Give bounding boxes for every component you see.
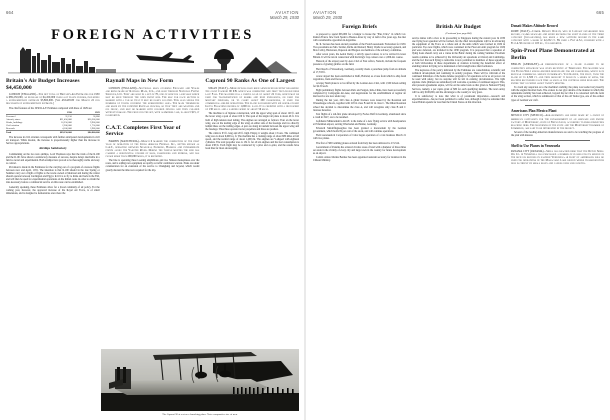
article-paragraph: To avoid any suspicion as to the machine's stability, the plane was loaded very heavily with the engine throttled back. The owners do not give details of the manner in which this remarkable stability has been achieved, beyond the fact that it is concerned with the form of the wing section, which is reminiscent of that of the old Taube type, one of the earliest types of German war craft. [511,86,604,102]
table-cell: Research [6,127,15,131]
brief-item: A proposal to spend $65,000 for a hangar to house the "Plus Ultra," in which Col. Ramon Franco flew from Spain to Buenos Aires by way of Africa five years ago, has met with considerable opposition in Argentina. [313,32,406,42]
right-column-1 [313,24,406,166]
left-column-2 [106,78,200,196]
article-paragraph: The keynotes of the policy indicated by the Estimates are consolidation, scientific and technical development and continuity in orderly progress. There will be criticism of the continued limitation of the home defense program to 52 squadrons as far as air power can be used with safety, but no surprise will be felt in existing circumstances. The light airplane clubs (thirteen are subsidized) will welcome a promise of continued support. This, after present agreements expire, will be on the same basis as that given to National Flying Services, namely, a per capita grant of $80 for each qualifying member. The total outlay will be only $100,000, and the advantage to the country is very great. [412,68,505,94]
brief-item: During the last year, 229 class A glider licenses were issued by the Rossitten and Wasserkuppe schools, together with 218 in class B and 62 in class C. The Rhon Rossitten school has decided to discontinue the class A, and will recognize only class B and C licenses hereafter. [313,99,406,112]
article-subhead-shell-planes-venezuela: Shell to Use Planes in Venezuela [511,144,561,149]
table-row-total [6,131,100,135]
article-headline-british-air-budget: British Air Budget [436,24,481,30]
city-skyline-with-airplane-icon [8,45,297,75]
article-paragraph: Provision is made in the Estimates for the carrying out of a program of overseas flights between now and April, 1931. The intention is that R.100 should in the late Spring or Summer carry out a flight or flights to the towns owned at Montreal and during the winter should operate between Cardington and Egypt. R.101 is to fly to India and back in the Fall, and will then be used for experimental operations on the Indian route in order to obtain the data necessary before a commercial service on this route can be established. [6,166,100,185]
table-cell: 31,150 [65,115,72,119]
brief-item: Eight preliminary flights between Paris and Saigon, Indo-China, have been successfully completed by Compagnie Air-Asie, and negotiations for the establishment of regular air mail service are now under way. [313,89,406,99]
left-column-3 [205,78,299,196]
right-column-2 [412,24,505,166]
table-header-cell: 1929 [72,111,100,115]
brief-item: Hazards of the airport used by Aero Club of East Africa, Nairobi, include the frequent presence of grazing giraffes on the field. [313,60,406,67]
right-page-columns [313,24,604,166]
article-paragraph: Generally speaking, these Estimates allow for a broad continuity of air policy. For the coming year, however, the approved increase of the Royal Air Force, is of small dimensions, and is designed to demonstrate once more the [6,185,100,195]
continued-note: (Continued from page 664) [445,31,472,35]
article-subhead-americans-plan-mexico-plant: Americans Plan Mexico Plant [511,108,557,113]
article-headline-raynall-maps: Raynall Maps in New Form [105,78,174,84]
article-paragraph: Several of the leading American manufacturers are said to be watching the progress of the plan with interest. [511,130,604,137]
article-paragraph: The chief features of the 1930 R.A.F. Estimates compared with those of 1929 are: [9,106,93,110]
table-cell: 3,980,000 [90,127,100,131]
table-cell: 2,200,000 [62,124,72,128]
masthead-publication: AVIATION [313,10,337,15]
left-masthead [270,10,299,21]
article-paragraph: MEXICO CITY (MEXICO)—Arrangements are being made by a group of American capitalists for the establishment of an airplane and engine factory at Monterrey, state of Nuevo Leon, according to press dispatches reaching here. The Governor of the state and the Monterrey Chamber of Commerce, are said to be interested in the project. [511,114,604,130]
article-headline-caproni-90: Caproni 90 Ranks As One of Largest [205,78,295,84]
photo-caption: The Caproni 90 at rest on a launching plane. Note comparative size of men. [162,413,238,416]
table-cell: $20,300,000 [87,118,100,122]
table-cell: Total [6,131,44,135]
article-paragraph: It is satisfactory to note that what is of paramount importance—research and experimentation—has not been permitted to suffer loss, although it may be remarked that Great Britain spends far less than the United States on this direction. [412,94,505,104]
table-cell: 30,800 [93,115,100,119]
right-folio: 665 [596,10,604,15]
table-cell: Aircraft, stores [6,118,21,122]
article-paragraph: service duties with a view to its proceeding to Singapore during the current year. In 1930 one flying boat squadron will be formed, but the chief developments will be in advancing the equipment of the Force as a whole and of the units which were formed in 1929 in particular. Two new flights, which were contained in the Fleet Air Arm program for 1929 and were deferred, are included in the 1930 program. It is proposed that a squadron of flying boats should carry out a cruise in the Baltic during the coming Summer. Excellent results continue to be achieved by the University air squadrons at Oxford and Cambridge, and the fact that such flying is term-time is now permitted to members of these squadrons at both Universities in these departments of aviation is having the beneficial effect of enabling tuition in flying to be maintained at full strength since their formation. [412,37,505,68]
brief-item: Luftdienst Ministerium G.m.b.H. is the name of a new flying service with headquarters at Erfurtshen airport, serving Wiesbaden and Mainz, Germany. [313,119,406,127]
photo-block [101,349,299,416]
article-subhead-airships-satisfactory: Airships Satisfactory [38,146,67,151]
table-cell: Civil aviation [6,124,20,128]
article-paragraph: ROME (ITALY)—Comdr. Renato Donati, who in January established new record, claims seaplane and speed records for light planes of the third category (two-seaters), has made a new altitude record in the same category with a mark of 22,252 ft. He used a Fiat A.S.1, powered with a Fiat A.50 engine of 105 hp., it is reported. [511,29,604,46]
left-folio: 664 [6,10,14,15]
brief-item: A Gipsy Moth plane is to be raffled by the London Aero Club, with 1,500 tickets selling for $2.50 each. [313,81,406,88]
article-paragraph: PANAMA CITY (PANAMA)—Shell has reached here that the Dutch Shell Oil Co. in Venezuela has purchased a number of planes for its service in the rich oil regions in eastern Venezuela. A fleet of amphibians will be used for operations in the Maracaibo Lake region where transportation now is chiefly by small boats and canoes over long routes. [511,149,604,166]
left-page-columns [6,78,299,196]
airplane-icon [136,52,194,63]
brief-item: Comdr. Arturo Merino Benitez has been appointed assistant secretary for Aviation in the Chilean Ministry. [313,155,406,162]
brief-item: Test flights of a tail-first plane developed by Focke-Wulf in Germany, abandoned since a crash in 1927, are to be resumed. [313,112,406,119]
section-divider [525,140,590,141]
table-cell: $21,450,000 [59,118,72,122]
section-divider [525,105,590,106]
right-page [305,0,610,420]
air-estimates-table [6,111,100,134]
brief-item: The first of 300 bombing planes ordered from Italy has been delivered to U.S.S.R. [316,141,400,145]
brief-item: A new airport has been established at Delft, Holland, as a base from which to ship fresh vegetables, fruits and flowers. [313,74,406,81]
table-cell: 9,900,000 [90,121,100,125]
article-paragraph: The machine is of biplane construction, with the upper wing span of about 120 ft. and the lower wing a span of about 100 ft. The span of the single tail plane is about 46 ft. It is built of high tension steel tubing. The engines are arranged as follows: Four on the lower wing, one on the leading edge of the wing on either side of the fuselage and two directly behind these on the trailing edges. A pair are slung in tandem between the upper wing and the fuselage. Thus three operate tractor propellers and three are pushers. [205,112,300,131]
article-paragraph: MILAN (ITALY)—More details have been announced recently regarding the giant Caproni 90 P.B. which was completed and first test-flown here last Fall. The machine has a useful load of about 22 tons, which may be used for transportation of bombs and high explosives, or used for military purposes, or to carry about 100 passengers, if used for commercial airline operations. The plane is powered with six water-cooled Isotta Fraschini engines of 1,000 hp. each. It is credited with a high speed of 130 m.p.h. and a landing speed of about 56 m.p.h. [205,86,300,112]
article-paragraph: LONDON (ENGLAND)—Sectional maps covering England and Wales are being made by Raynall Maps, Ltd., and sold through National Flying Services, Ltd. They are sold in a set of 70, one of which is a key-map which may be seen through the open front box. The map for each section is marked with a tab so that it may be easily located. This also shows the numbers of towns covering the surrounding area. The maps themselves are made by the patented Raynall process, so that they are weather and oil proof, and may be marked with colored pencils and then cleaned without damage. The price for the set, with aluminum case, is about $15, it is reported. [105,86,200,118]
article-paragraph: BERLIN (GERMANY)—A demonstration of a plane claimed to be completely spin-proof was given recently at Tempelhof. The machine was the Focke-Wulf single-engined monoplane for six passengers, which is in regular commercial service in Germany. Von Kappen, the pilot, took the plane up to 2,500 ft. and then brought it down in a series of spins, the machine recovering each time as soon as the controls were released. The entire test occupied about twenty minutes. [511,63,604,86]
article-paragraph: LONDON (ENGLAND)—The net total of Britain's Air Estimates for 1930 is $89,250,000, an increase of $4,450,000 over last year's figures, including a supplementary estimate $3,860,000. [See AVIATION for March 22 for discussion of supplementary estimate.] [6,93,100,106]
brief-item: Herr Rasch of Wasserberg, Germany, recently made a parachute jump from an altitude of 17,333 ft. [313,67,406,74]
right-masthead [313,10,342,21]
left-column-1 [6,78,100,196]
table-cell: Works, buildings [6,121,23,125]
article-paragraph: The increase in civil aviation corresponds with further anticipated developments in civil air transport. While modest, the increase is proportionately higher than the increase in Service appropriations. [6,135,100,145]
table-cell: 10,250,000 [61,121,72,125]
article-paragraph: Commenting on the two new airships, Lord Thomson says that the trials of the R.100 and the R.101 have shown a satisfactory measure of success, despite delays inevitable in a field so novel and experimental. Both airships have proved to be thoroughly stable and easy to control. [6,152,100,165]
article-subhead-donati-altitude-record: Donati Makes Altitude Record [511,24,558,28]
brief-item: After seven years, the Aerial Derby, a strictly speed contest, is to be revived in Great Britain. It will be run in connection with the King's Cup contest over a 1,000-mi. course. [313,53,406,60]
masthead-date: March 29, 1930 [269,15,299,21]
table-cell: $89,250,000 [44,131,72,135]
article-paragraph: HARBIN (MANCHURIA)—March 6 marked the completion of the first year of operation of the China Airways Federal Inc., better known as C.A.T., operating between Shanghai, Nanking, Hankow and intermediate points along the Yangtze River. During the twelve months the line has carried a substantial volume of mail, passengers and express, and has flown more than 200,000 miles, it is reported. [105,139,200,159]
section-title: FOREIGN ACTIVITIES [51,27,254,43]
article-paragraph: The cabin is 93 ft. long and 20 ft. high. Empty, it weighs about 13 tons. The combined wing area is about 6,600 sq. ft. The machine has a cruising range of about 680 miles at full speed, and the normal range of about 1,200 mi. The engines are V-shaped with eighteen cylinders. The total propeller area is 134 ft. for all six engines and the fuel consumption is about 238 lb. Each flight may be conducted by a pilot and co-pilot, and the results have been thus far most encouraging. [205,131,300,151]
caproni-90-flying-boat-photograph [101,349,299,411]
section-divider [132,121,174,122]
article-headline-cat-first-year: C.A.T. Completes First Year of Service [105,124,181,138]
brief-item: Government of Panama has ordered circular areas of land with a diameter of three miles set aside in the vicinity of every city and large town in the country for future development as an airport. [313,145,406,155]
table-cell: 4,100,000 [62,127,72,131]
article-paragraph: The line is operating three Loening amphibians and two Stinson monoplanes over the route, and is adding new equipment as rapidly as traffic conditions warrant. Plans are under consideration for an extension of the service to Chungking and beyond, which would greatly shorten the time now required for the trip. [105,159,200,172]
article-headline-spin-proof-plane: Spin-Proof Plane Demonstrated at Berlin [511,48,595,61]
table-header-cell: 1930 [44,111,72,115]
table-cell: 1,750,000 [90,124,100,128]
table-cell: Personnel [6,115,16,119]
masthead-date: March 29, 1930 [313,15,343,21]
article-headline-britain-air-budget: Britain's Air Budget Increases $4,450,000 [6,78,80,91]
right-column-3 [511,24,604,166]
brief-item: Eckstach Metallflugzeugbau has been granted a moratorium by the German government, which holds 82 per cent of the stock, and will continue operations. [313,127,406,134]
article-headline-foreign-briefs: Foreign Briefs [342,24,377,30]
masthead-publication: AVIATION [275,10,299,15]
table-cell: $84,800,000 [72,131,100,135]
right-running-head [313,10,604,24]
brief-item: Field Aeronautical Corporation of Cuba began operation of a taxi business March 21 with two planes. [313,134,406,141]
brief-item: M. R. Serreau has been elected president of the French Aeronautic Federation for 1930. Vice-presidents are Mrs. Sardier, Riche and Renard; Henry Challe is secretary-general, and Max Cobby, Bleriotaux, Duperon and Bregeot are members of the advisory committee. [313,42,406,53]
left-running-head [6,10,299,24]
